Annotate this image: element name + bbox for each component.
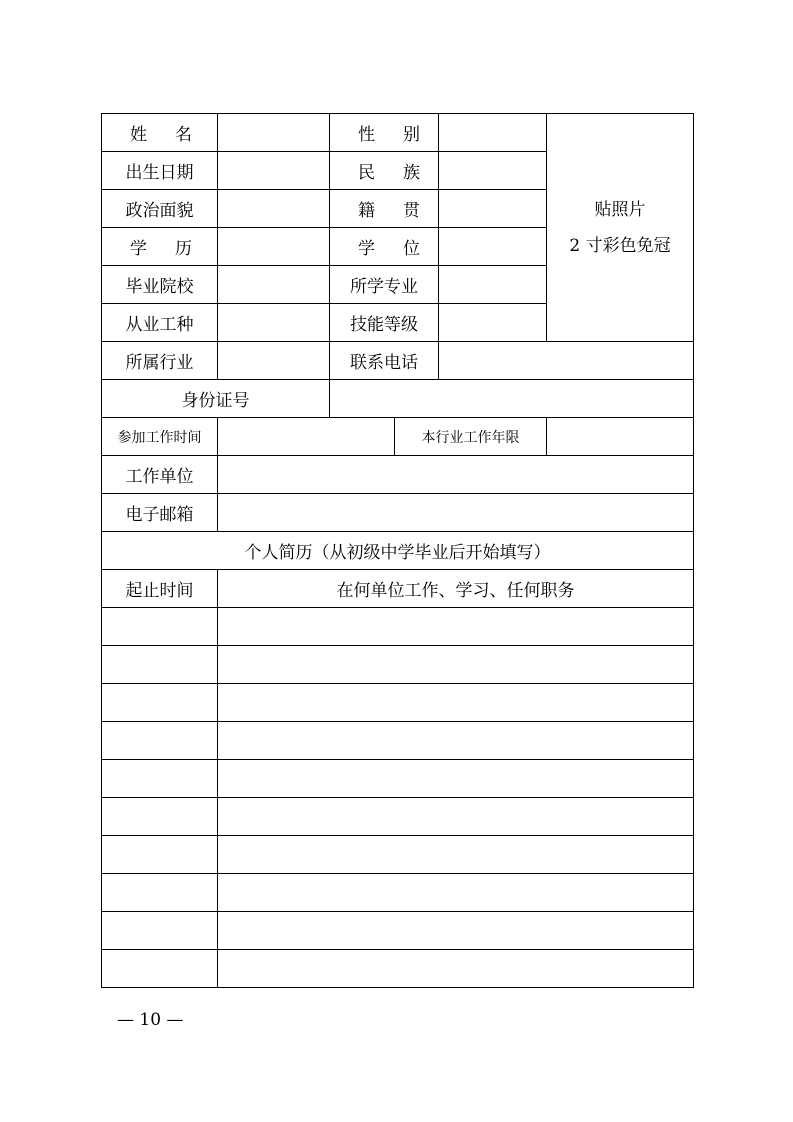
page-number: — 10 — [117,1010,184,1030]
resume-row [102,836,694,874]
resume-period-cell[interactable] [102,760,218,798]
employer-field[interactable] [218,456,694,494]
photo-box [547,114,694,342]
resume-row [102,874,694,912]
resume-row [102,684,694,722]
resume-period-cell[interactable] [102,798,218,836]
photo-instruction: 贴照片 [594,199,646,220]
degree-label: 学位 [330,228,439,266]
work-start-field[interactable] [218,418,395,456]
ethnicity-field[interactable] [439,152,547,190]
resume-row [102,722,694,760]
resume-row [102,798,694,836]
education-field[interactable] [218,228,330,266]
registration-form-table [101,113,694,988]
resume-period-cell[interactable] [102,836,218,874]
name-label: 姓名 [102,114,218,152]
industry-label: 所属行业 [102,342,218,380]
gender-field[interactable] [439,114,547,152]
resume-period-header: 起止时间 [102,570,218,608]
major-field[interactable] [439,266,547,304]
resume-period-cell[interactable] [102,874,218,912]
school-field[interactable] [218,266,330,304]
resume-period-cell[interactable] [102,722,218,760]
resume-row [102,950,694,988]
resume-period-cell[interactable] [102,684,218,722]
email-label: 电子邮箱 [102,494,218,532]
resume-period-cell[interactable] [102,912,218,950]
id-number-label: 身份证号 [102,380,330,418]
resume-details-header: 在何单位工作、学习、任何职务 [218,570,694,608]
resume-period-cell[interactable] [102,646,218,684]
resume-details-cell[interactable] [218,798,694,836]
birth-date-label: 出生日期 [102,152,218,190]
employer-label: 工作单位 [102,456,218,494]
resume-details-cell[interactable] [218,950,694,988]
industry-years-label: 本行业工作年限 [395,418,547,456]
resume-row [102,608,694,646]
resume-details-cell[interactable] [218,874,694,912]
resume-row [102,646,694,684]
resume-details-cell[interactable] [218,608,694,646]
occupation-field[interactable] [218,304,330,342]
industry-field[interactable] [218,342,330,380]
resume-details-cell[interactable] [218,646,694,684]
resume-row [102,912,694,950]
occupation-label: 从业工种 [102,304,218,342]
email-field[interactable] [218,494,694,532]
native-place-label: 籍贯 [330,190,439,228]
resume-period-cell[interactable] [102,950,218,988]
political-status-label: 政治面貌 [102,190,218,228]
resume-details-cell[interactable] [218,684,694,722]
political-status-field[interactable] [218,190,330,228]
work-start-label: 参加工作时间 [102,418,218,456]
resume-details-cell[interactable] [218,836,694,874]
skill-level-field[interactable] [439,304,547,342]
native-place-field[interactable] [439,190,547,228]
photo-size-note: 2 寸彩色免冠 [569,235,671,256]
industry-years-field[interactable] [547,418,694,456]
education-label: 学历 [102,228,218,266]
resume-period-cell[interactable] [102,608,218,646]
resume-title: 个人简历（从初级中学毕业后开始填写） [102,532,694,570]
resume-details-cell[interactable] [218,912,694,950]
name-field[interactable] [218,114,330,152]
ethnicity-label: 民族 [330,152,439,190]
birth-date-field[interactable] [218,152,330,190]
phone-field[interactable] [439,342,694,380]
resume-details-cell[interactable] [218,760,694,798]
id-number-field[interactable] [330,380,694,418]
phone-label: 联系电话 [330,342,439,380]
school-label: 毕业院校 [102,266,218,304]
major-label: 所学专业 [330,266,439,304]
resume-details-cell[interactable] [218,722,694,760]
degree-field[interactable] [439,228,547,266]
gender-label: 性别 [330,114,439,152]
resume-row [102,760,694,798]
skill-level-label: 技能等级 [330,304,439,342]
